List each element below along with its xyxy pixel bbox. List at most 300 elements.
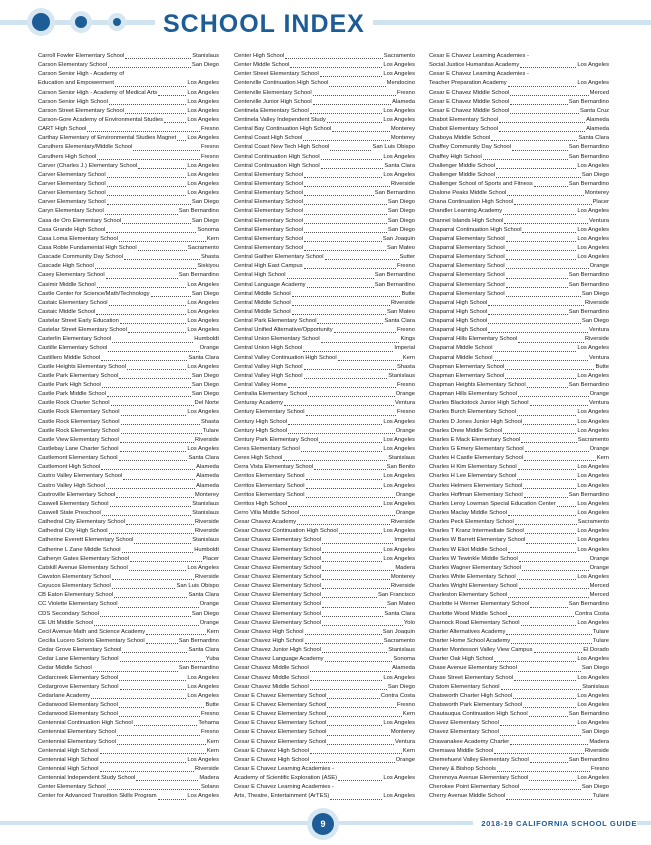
school-name: Castro Valley High School (38, 482, 105, 489)
dot-leader (506, 798, 592, 800)
dot-leader (310, 670, 391, 672)
index-entry (234, 774, 415, 783)
dot-leader (310, 112, 383, 114)
county-name: Los Angeles (577, 574, 609, 580)
index-entry (429, 610, 609, 619)
county-name: Los Angeles (577, 775, 609, 782)
county-name: San Mateo (386, 601, 415, 608)
school-name: Cesar E Chavez Elementary School (234, 720, 327, 727)
dot-leader (503, 432, 576, 434)
county-name: Tulare (592, 793, 609, 800)
school-name: Central Elementary School (234, 235, 303, 242)
dot-leader (322, 578, 390, 580)
school-name: Cedarwood Elementary School (38, 701, 118, 708)
school-name: Casa Grande High School (38, 226, 106, 233)
county-name: San Diego (191, 610, 219, 617)
index-entry (429, 107, 609, 116)
county-name: Madera (589, 738, 609, 745)
county-name: Merced (589, 89, 609, 96)
index-entry (38, 527, 219, 536)
dot-leader (325, 660, 393, 662)
school-name: Cesar E Chavez Learning Academies - (429, 52, 529, 59)
index-entry (38, 317, 219, 326)
index-entry (38, 710, 219, 719)
dot-leader (524, 496, 568, 498)
dot-leader (327, 743, 394, 745)
school-name: Centinela Valley Independent Study (234, 116, 326, 123)
index-entry (38, 217, 219, 226)
index-entry (234, 436, 415, 445)
index-entry (38, 335, 219, 344)
county-name: Los Angeles (383, 62, 415, 69)
index-entry (429, 217, 609, 226)
school-name: CC Violette Elementary School (38, 601, 118, 608)
dot-leader (292, 313, 386, 315)
school-name: Cesar E Chavez High School (234, 747, 310, 754)
dot-leader (111, 404, 194, 406)
county-name: Los Angeles (187, 89, 219, 96)
index-entry (429, 162, 609, 171)
dot-leader (107, 203, 191, 205)
index-entry (38, 271, 219, 280)
index-entry (38, 783, 219, 792)
county-name: San Bernardino (178, 272, 219, 279)
school-name: Central Language Academy (234, 281, 306, 288)
county-name: San Bernardino (374, 272, 415, 279)
index-entry (234, 326, 415, 335)
index-entry (234, 79, 415, 88)
index-entry (38, 226, 219, 235)
county-name: San Bernardino (568, 601, 609, 608)
school-name: Cesar Chavez Elementary School (234, 601, 321, 608)
index-entry (234, 363, 415, 372)
county-name: Alameda (196, 482, 219, 489)
dot-leader (288, 423, 382, 425)
dot-leader (107, 788, 200, 790)
school-name: Central Middle School (234, 290, 291, 297)
school-name: Cesar E Chavez Elementary School (234, 692, 327, 699)
school-name: Chaparral Elementary School (429, 235, 505, 242)
index-entry (38, 381, 219, 390)
dot-leader (506, 258, 577, 260)
index-entry (234, 610, 415, 619)
dot-leader (314, 468, 385, 470)
index-entry (38, 774, 219, 783)
index-entry (234, 390, 415, 399)
school-name: Central Elementary School (234, 171, 303, 178)
dot-leader (120, 441, 194, 443)
school-name: Chavez Elementary School (429, 729, 499, 736)
dot-leader (119, 377, 191, 379)
index-entry (234, 235, 415, 244)
index-entry (234, 646, 415, 655)
school-name: Cesar Chavez Junior High School (234, 647, 321, 654)
dot-leader (292, 295, 401, 297)
dot-leader (503, 213, 576, 215)
dot-leader (517, 578, 577, 580)
dot-leader (115, 85, 186, 87)
index-entry (429, 143, 609, 152)
index-entry (234, 710, 415, 719)
dot-leader (530, 761, 568, 763)
dot-leader (325, 258, 399, 260)
index-entry (38, 628, 219, 637)
dot-leader (287, 277, 374, 279)
dot-leader (338, 359, 402, 361)
index-entry (38, 728, 219, 737)
dot-leader (488, 322, 581, 324)
county-name: Orange (589, 391, 609, 398)
county-name: Kern (402, 354, 415, 361)
index-entry (234, 335, 415, 344)
county-name: San Diego (581, 318, 609, 325)
index-entry (38, 683, 219, 692)
dot-leader (506, 240, 577, 242)
school-name: Chaparral Elementary School (429, 244, 505, 251)
index-entry (234, 162, 415, 171)
dot-leader (530, 404, 588, 406)
dot-leader (101, 359, 187, 361)
index-entry (429, 710, 609, 719)
dot-leader (519, 587, 589, 589)
dot-leader (306, 414, 396, 416)
dot-leader (332, 130, 390, 132)
county-name: San Diego (581, 290, 609, 297)
index-entry (234, 134, 415, 143)
county-name: San Diego (191, 391, 219, 398)
index-entry (429, 354, 609, 363)
index-entry (38, 454, 219, 463)
county-name: Los Angeles (383, 153, 415, 160)
dot-leader (500, 724, 576, 726)
school-name: Cesar E Chavez Middle School (429, 107, 510, 114)
school-name: Chalone Peaks Middle School (429, 190, 507, 197)
dot-leader (527, 386, 568, 388)
school-name: Cedar Grove Elementary School (38, 647, 122, 654)
dot-leader (507, 194, 583, 196)
dot-leader (488, 331, 588, 333)
index-entry (234, 728, 415, 737)
index-entry (38, 171, 219, 180)
index-entry (38, 701, 219, 710)
school-name: Charles Hoffman Elementary School (429, 491, 523, 498)
dot-leader (310, 679, 383, 681)
school-name: Central Union Elementary School (234, 336, 320, 343)
county-name: Kern (206, 738, 219, 745)
school-name: Central High School (234, 272, 286, 279)
index-entry (429, 171, 609, 180)
dot-leader (292, 304, 390, 306)
index-entry (234, 116, 415, 125)
dot-leader (122, 651, 187, 653)
school-name: Chemehuevi Valley Elementary School (429, 756, 529, 763)
page-title: SCHOOL INDEX (155, 7, 373, 41)
index-entry (429, 226, 609, 235)
school-name: Castle Rock Elementary School (38, 418, 120, 425)
index-entry (429, 308, 609, 317)
county-name: Solano (200, 784, 219, 791)
school-name: Castelar Street Elementary School (38, 327, 127, 334)
school-name: Chapman Elementary School (429, 363, 505, 370)
dot-leader (521, 441, 577, 443)
dot-leader (122, 222, 191, 224)
dot-leader (300, 514, 395, 516)
school-name: Castille Elementary School (38, 345, 108, 352)
school-name: Century High School (234, 427, 288, 434)
county-name: Los Angeles (577, 692, 609, 699)
county-name: Sacramento (383, 637, 415, 644)
dot-leader (110, 505, 192, 507)
index-entry (429, 555, 609, 564)
school-name: Central Bay Continuation High School (234, 126, 332, 133)
county-name: Stanislaus (388, 455, 415, 462)
county-name: Fresno (200, 711, 219, 718)
county-name: Madera (395, 564, 415, 571)
dot-leader (512, 149, 568, 151)
school-name: Cayucos Elementary School (38, 583, 111, 590)
school-name: Cesar Chavez Elementary School (234, 592, 321, 599)
school-name: Cesar Chavez Elementary School (234, 574, 321, 580)
county-name: Los Angeles (577, 473, 609, 480)
school-name: Centerville Junior High School (234, 98, 312, 105)
county-name: Riverside (390, 299, 415, 306)
dot-leader (506, 295, 581, 297)
school-name: Catheryn Gates Elementary School (38, 555, 129, 562)
county-name: San Bernardino (374, 190, 415, 197)
school-name: Cesar E Chavez High School (234, 756, 310, 763)
school-name: Centennial Continuation High School (38, 720, 133, 727)
county-name: Ventura (589, 327, 609, 334)
dot-leader (112, 578, 194, 580)
index-entry (429, 646, 609, 655)
index-entry (234, 792, 415, 801)
school-name: Cerra Vista Elementary School (234, 464, 314, 471)
county-name: Los Angeles (187, 327, 219, 334)
school-name: Castle Park Middle School (38, 391, 106, 398)
school-name: Channel Islands High School (429, 217, 504, 224)
school-name: Center for Advanced Transition Skills Program (38, 793, 157, 800)
county-name: Fresno (200, 153, 219, 160)
index-entry (234, 61, 415, 70)
county-name: San Bernardino (568, 756, 609, 763)
county-name: Los Angeles (187, 674, 219, 681)
index-entry (234, 491, 415, 500)
county-name: San Diego (387, 208, 415, 215)
dot-leader (501, 688, 582, 690)
index-entry (38, 70, 219, 79)
index-entry (38, 491, 219, 500)
dot-leader (514, 203, 591, 205)
school-name: Central Coast New Tech High School (234, 144, 330, 151)
school-name: Cherry Avenue Middle School (429, 793, 506, 800)
school-name: Cedargrove Elementary School (38, 683, 119, 690)
county-name: Stanislaus (192, 510, 219, 517)
dot-leader (517, 414, 576, 416)
dot-leader (327, 121, 383, 123)
county-name: Los Angeles (577, 162, 609, 169)
county-name: Los Angeles (577, 656, 609, 663)
school-name: Charles Wright Elementary School (429, 583, 518, 590)
county-name: San Diego (387, 226, 415, 233)
school-name: Cesar Chavez Elementary School (234, 546, 321, 553)
dot-leader (129, 569, 187, 571)
dot-leader (100, 761, 187, 763)
index-entry (429, 573, 609, 582)
dot-leader (121, 423, 200, 425)
index-entry (38, 747, 219, 756)
county-name: San Diego (191, 372, 219, 379)
county-name: Los Angeles (577, 537, 609, 544)
dot-leader (525, 450, 589, 452)
index-entry (234, 408, 415, 417)
dot-leader (304, 185, 390, 187)
dot-leader (151, 295, 191, 297)
school-name: Charleston Elementary School (429, 592, 508, 599)
school-name: Cawston Elementary School (38, 574, 111, 580)
school-name: Centennial Elementary School (38, 729, 116, 736)
index-entry (234, 582, 415, 591)
school-name: Castle Center for Science/Math/Technology (38, 290, 150, 297)
dot-leader (321, 167, 384, 169)
county-name: Fresno (396, 263, 415, 270)
index-entry (234, 244, 415, 253)
dot-leader (338, 779, 382, 781)
school-name: Cecil Avenue Math and Science Academy (38, 628, 146, 635)
county-name: San Mateo (386, 244, 415, 251)
dot-leader (508, 615, 574, 617)
school-name: Charles Maclay Middle School (429, 510, 507, 517)
dot-leader (506, 633, 591, 635)
index-entry (234, 637, 415, 646)
county-name: Monterey (390, 729, 415, 736)
index-entry (234, 180, 415, 189)
index-entry (38, 399, 219, 408)
school-name: Carthay Elementary of Environmental Studies Magnet (38, 135, 177, 142)
county-name: San Bernardino (568, 144, 609, 151)
county-name: Los Angeles (187, 409, 219, 416)
county-name: Contra Costa (380, 692, 415, 699)
school-index-columns (0, 52, 651, 812)
school-name: Carson Senior High School (38, 98, 108, 105)
dot-leader (330, 798, 382, 800)
county-name: San Bernardino (568, 180, 609, 187)
dot-leader (284, 404, 394, 406)
index-entry (38, 125, 219, 134)
dot-leader (488, 313, 567, 315)
school-name: Casimir Middle School (38, 281, 96, 288)
index-entry (429, 281, 609, 290)
school-name: Charter Montessori Valley View Campus (429, 647, 533, 654)
county-name: Kern (402, 711, 415, 718)
dot-leader (508, 85, 577, 87)
school-name: Century Park Elementary School (234, 436, 319, 443)
county-name: Kern (206, 747, 219, 754)
index-entry (38, 253, 219, 262)
index-entry (429, 70, 609, 79)
school-name: Caswell State Preschool (38, 510, 101, 517)
county-name: Shasta (396, 363, 415, 370)
dot-leader (319, 441, 382, 443)
dot-leader (327, 724, 382, 726)
school-name: Chaparral Middle School (429, 345, 493, 352)
county-name: Riverside (390, 583, 415, 590)
decorative-dot-medium-core (75, 16, 87, 28)
school-name: Catskill Avenue Elementary School (38, 564, 128, 571)
school-name: Center High School (234, 52, 285, 59)
dot-leader (515, 523, 577, 525)
index-entry (38, 564, 219, 573)
county-name: Los Angeles (577, 254, 609, 261)
county-name: Los Angeles (577, 208, 609, 215)
dot-leader (320, 75, 383, 77)
index-entry (429, 408, 609, 417)
county-name: Los Angeles (383, 446, 415, 453)
county-name: San Diego (581, 784, 609, 791)
dot-leader (322, 624, 403, 626)
county-name: Tulare (592, 628, 609, 635)
county-name: Los Angeles (577, 701, 609, 708)
school-name: Central Coast High School (234, 135, 303, 142)
dot-leader (94, 624, 199, 626)
index-entry (429, 390, 609, 399)
dot-leader (109, 532, 194, 534)
school-name: Cedar Lane Elementary School (38, 656, 119, 663)
dot-leader (306, 496, 395, 498)
county-name: San Diego (387, 199, 415, 206)
index-entry (38, 326, 219, 335)
school-name: Castlemont High School (38, 464, 101, 471)
index-entry (38, 518, 219, 527)
school-name: Casa Roble Fundamental High School (38, 244, 137, 251)
dot-leader (557, 505, 577, 507)
school-name: Chatsworth Park Elementary School (429, 701, 523, 708)
index-entry (429, 728, 609, 737)
dot-leader (483, 158, 568, 160)
school-name: Central Elementary School (234, 244, 303, 251)
dot-leader (327, 734, 389, 736)
dot-leader (322, 615, 383, 617)
index-entry (429, 335, 609, 344)
school-name: Castle Rock Charter School (38, 400, 110, 407)
county-name: Fresno (200, 729, 219, 736)
dot-leader (97, 158, 200, 160)
index-entry (38, 792, 219, 801)
county-name: Los Angeles (383, 546, 415, 553)
index-entry (234, 317, 415, 326)
index-entry (429, 79, 609, 88)
dot-leader (158, 798, 187, 800)
county-name: Los Angeles (577, 235, 609, 242)
dot-leader (305, 642, 383, 644)
index-entry (234, 399, 415, 408)
county-name: Fresno (396, 701, 415, 708)
county-name: Los Angeles (383, 528, 415, 535)
dot-leader (494, 660, 576, 662)
dot-leader (313, 94, 396, 96)
county-name: Orange (395, 756, 415, 763)
dot-leader (126, 523, 194, 525)
dot-leader (313, 103, 391, 105)
county-name: Los Angeles (383, 775, 415, 782)
index-entry (234, 600, 415, 609)
county-name: Kern (402, 747, 415, 754)
dot-leader (93, 670, 178, 672)
index-entry (234, 564, 415, 573)
county-name: Los Angeles (187, 180, 219, 187)
index-entry (38, 134, 219, 143)
school-name: Carson Elementary School (38, 62, 107, 69)
school-name: Charles E Mack Elementary School (429, 436, 521, 443)
